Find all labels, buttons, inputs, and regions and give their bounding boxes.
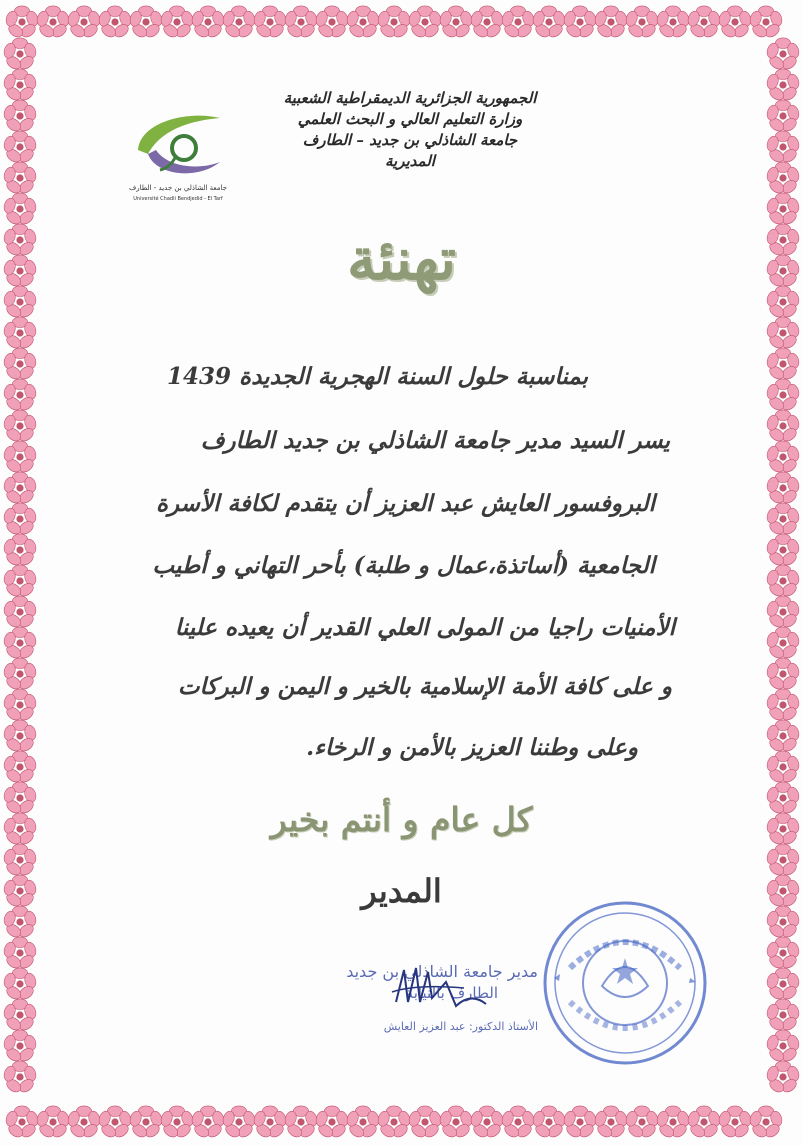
body-line-3: البروفسور العايش عبد العزيز أن يتقدم لكافة الأسرة: [155, 490, 655, 517]
letterhead-ministry: وزارة التعليم العالي و البحث العلمي: [297, 110, 523, 128]
signature-line-3: الأستاذ الدكتور: عبد العزيز العايش: [383, 1020, 538, 1033]
signature-icon: [296, 962, 538, 1052]
body-line-4: الجامعية (أساتذة،عمال و طلبة) بأحر التهاني و أطيب: [152, 552, 655, 579]
official-stamp-icon: [540, 898, 710, 1068]
body-line-5: الأمنيات راجيا من المولى العلي القدير أن يعيده علينا: [174, 614, 675, 641]
body-line-6: و على كافة الأمة الإسلامية بالخير و اليمن و البركات: [177, 673, 672, 700]
body-line-2: يسر السيد مدير جامعة الشاذلي بن جديد الطارف: [200, 427, 670, 454]
body-line-1: بمناسبة حلول السنة الهجرية الجديدة 1439: [167, 363, 588, 390]
university-logo: [118, 110, 238, 208]
letterhead: [250, 88, 570, 172]
signature-line-1: مدير جامعة الشاذلي بن جديد: [346, 962, 538, 981]
letterhead-republic: الجمهورية الجزائرية الديمقراطية الشعبية: [283, 89, 537, 107]
signatory-title: المدير: [361, 872, 442, 910]
letterhead-university: جامعة الشاذلي بن جديد – الطارف: [302, 131, 518, 149]
closing-greeting: كل عام و أنتم بخير: [270, 800, 533, 839]
logo-text-french: Université Chadli Bendjedid - El Tarf: [133, 196, 223, 202]
logo-text-arabic: جامعة الشاذلي بن جديد - الطارف: [128, 184, 228, 192]
official-stamp: [540, 898, 710, 1068]
document-title: تهنئة: [347, 225, 456, 293]
university-logo-icon: [118, 110, 238, 184]
signature-line-2: الطارف بالنيابة: [405, 984, 498, 1002]
letterhead-directorate: المديرية: [385, 152, 435, 170]
body-line-7: وعلى وطننا العزيز بالأمن و الرخاء.: [306, 734, 638, 761]
signature-block: [296, 962, 538, 1052]
